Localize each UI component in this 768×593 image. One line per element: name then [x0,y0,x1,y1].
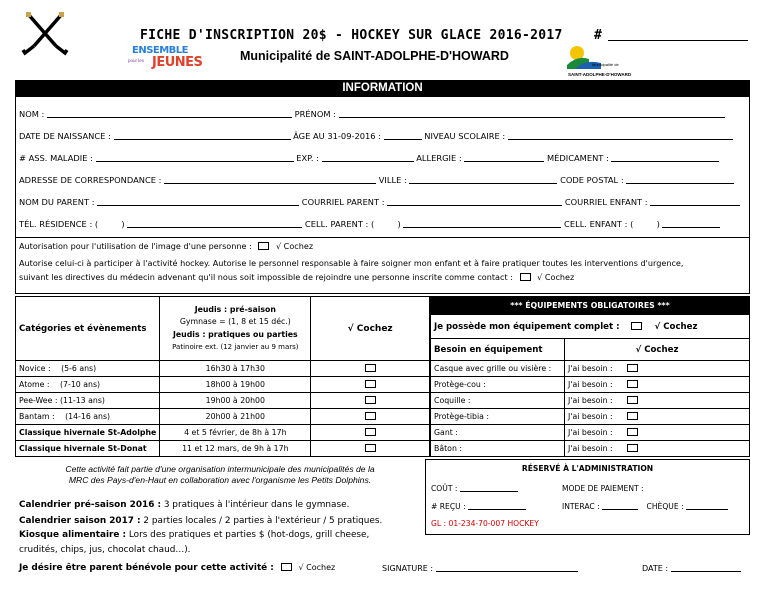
kiosque-label: Kiosque alimentaire : [19,530,127,540]
cell-parent-field[interactable] [403,227,561,228]
admin-box [425,459,750,535]
signature-row [382,564,578,573]
organization-note [20,464,420,486]
care-authorization-line2: suivant les directives du médecin advenant qu'il nous soit impossible de rejoindre une personne inscrite comme contact : [19,272,513,282]
admin-title: RÉSERVÉ À L'ADMINISTRATION [521,464,654,473]
date-label: DATE : [642,564,669,573]
equipment-table [430,296,750,457]
calendar-pre-text: 3 pratiques à l'intérieur dans le gymnase. [161,500,350,510]
gl-code: GL : 01-234-70-007 HOCKEY [431,519,539,528]
courriel-parent-label: COURRIEL PARENT : [301,197,385,207]
code-postal-label: CODE POSTAL : [560,175,624,185]
benevole-line [19,563,335,573]
category-name: Pee-Wee : (11-13 ans) [19,396,105,405]
need-header: Besoin en équipement [431,339,565,361]
prenom-label: PRÉNOM : [294,109,336,119]
equipment-need-checkbox[interactable] [627,428,638,436]
time-cell: 4 et 5 février, de 8h à 17h [160,425,311,441]
ensemble-logo-text: ENSEMBLE [132,45,189,56]
kiosque-line [19,530,369,540]
equipment-need-checkbox[interactable] [627,412,638,420]
category-checkbox-cell [311,441,430,457]
time-cell: 11 et 12 mars, de 9h à 17h [160,441,311,457]
date-field[interactable] [671,571,741,572]
image-authorization-checkbox[interactable] [258,242,269,250]
ville-label: VILLE : [378,175,407,185]
equipment-need-cell [565,393,750,409]
category-checkbox[interactable] [365,444,376,452]
table-row [16,393,430,409]
table-row [431,393,750,409]
municipality-logo-small-text: Municipalité de [592,62,619,67]
cochez-header: √ Cochez [311,297,430,361]
benevole-cochez: √ Cochez [298,563,336,572]
calendar-saison-text: 2 parties locales / 2 parties à l'extérieur / 5 pratiques. [140,516,383,526]
equipment-need-checkbox[interactable] [627,396,638,404]
care-authorization-line2-row [19,272,574,282]
row-parent [19,197,740,207]
cout-field[interactable] [460,491,518,492]
categories-table [15,296,430,457]
divider [15,237,750,238]
equipment-need-label: J'ai besoin : [568,364,613,373]
equipment-item: Gant : [431,425,565,441]
equipment-header: *** ÉQUIPEMENTS OBLIGATOIRES *** [431,297,750,315]
signature-field[interactable] [436,571,578,572]
time-cell: 16h30 à 17h30 [160,361,311,377]
category-name: Novice : [19,364,51,373]
allergie-field[interactable] [464,161,544,162]
cell-parent-close: ) [397,219,401,229]
adresse-field[interactable] [164,183,376,184]
tel-res-label: TÉL. RÉSIDENCE : ( [19,219,99,229]
form-title: FICHE D'INSCRIPTION 20$ - HOCKEY SUR GLACE 2016-2017 [140,28,563,43]
ass-field[interactable] [96,161,294,162]
category-checkbox[interactable] [365,428,376,436]
category-checkbox-cell [311,377,430,393]
cell-parent-label: CELL. PARENT : ( [304,219,375,229]
exp-label: EXP. : [296,153,319,163]
date-row [642,564,741,573]
category-age: (5-6 ans) [61,364,97,373]
equipment-item: Protège-tibia : [431,409,565,425]
note-line2: MRC des Pays-d'en-Haut en collaboration avec l'organisme les Petits Dolphins. [68,475,372,485]
kiosque-line2: crudités, chips, jus, chocolat chaud…). [19,545,191,555]
cell-enfant-field[interactable] [662,227,720,228]
equipment-item: Coquille : [431,393,565,409]
courriel-enfant-field[interactable] [650,205,740,206]
equipment-need-cell [565,425,750,441]
equipment-own-label: Je possède mon équipement complet : [434,321,620,332]
parent-field[interactable] [97,205,299,206]
mode-paiement-label: MODE DE PAIEMENT : [562,484,644,493]
category-checkbox-cell [311,393,430,409]
equipment-own-cell [431,315,750,339]
calendar-saison-label: Calendrier saison 2017 : [19,516,141,526]
time-cell: 20h00 à 21h00 [160,409,311,425]
category-checkbox-cell [311,425,430,441]
recu-row [431,502,526,511]
table-row [431,409,750,425]
cell-enfant-label: CELL. ENFANT : ( [564,219,634,229]
ville-field[interactable] [409,183,557,184]
cout-row [431,484,518,493]
image-authorization [19,241,313,251]
table-row [16,361,430,377]
calendar-pre-label: Calendrier pré-saison 2016 : [19,500,162,510]
table-row [16,425,430,441]
hockey-sticks-logo [20,12,70,56]
category-checkbox[interactable] [365,380,376,388]
niveau-field[interactable] [508,139,733,140]
category-cell: Classique hivernale St-Donat [16,441,160,457]
interac-row [562,502,728,511]
equipment-item: Protège-cou : [431,377,565,393]
time-cell: 18h00 à 19h00 [160,377,311,393]
category-checkbox[interactable] [365,364,376,372]
age-field[interactable] [384,139,422,140]
interac-label: INTERAC : [562,502,600,511]
equipment-need-header-row [431,339,750,361]
form-number-label: # [594,28,602,43]
equipment-need-label: J'ai besoin : [568,396,613,405]
signature-label: SIGNATURE : [382,564,434,573]
cheque-field[interactable] [686,509,728,510]
dob-field[interactable] [114,139,291,140]
table-row [431,425,750,441]
jeudis-pre-label: Jeudis : pré-saison [194,304,276,314]
allergie-label: ALLERGIE : [416,153,462,163]
equipment-own-cochez: √ Cochez [654,321,698,332]
age-label: ÂGE AU 31-09-2016 : [293,131,382,141]
nom-label: NOM : [19,109,45,119]
row-health [19,153,719,163]
care-authorization-cochez: √ Cochez [537,272,575,282]
municipality-logo-text: SAINT-ADOLPHE-D'HOWARD [568,72,632,77]
recu-field[interactable] [468,509,526,510]
courriel-enfant-label: COURRIEL ENFANT : [564,197,648,207]
equipment-own-row [431,315,750,339]
category-checkbox-cell [311,409,430,425]
care-authorization-line1: Autorise celui-ci à participer à l'activité hockey. Autorise le personnel responsable à faire soigner mon enfant et à faire pratiquer toutes les interventions d'urgence, [19,258,684,268]
equipment-need-checkbox[interactable] [627,444,638,452]
calendar-saison-line [19,516,382,526]
equipment-need-checkbox[interactable] [627,380,638,388]
prenom-field[interactable] [339,117,725,118]
nom-field[interactable] [47,117,292,118]
exp-field[interactable] [322,161,414,162]
information-header: INFORMATION [15,80,750,96]
category-cell [16,409,160,425]
jeudis-prat-label: Jeudis : pratiques ou parties [172,329,298,339]
medicament-field[interactable] [611,161,719,162]
jeunes-logo-text: JEUNES [152,55,203,70]
medicament-label: MÉDICAMENT : [546,153,609,163]
category-cell [16,393,160,409]
recu-label: # REÇU : [431,502,466,511]
municipality-logo [565,43,605,73]
categories-header-row [16,297,430,361]
interac-field[interactable] [602,509,638,510]
parent-label: NOM DU PARENT : [19,197,95,207]
row-name [19,109,725,119]
equipment-need-label: J'ai besoin : [568,380,613,389]
tel-res-close: ) [121,219,125,229]
calendar-pre-line [19,500,349,510]
pour-logo-text: pour les [128,58,145,63]
table-row [431,441,750,457]
table-row [431,361,750,377]
equipment-need-label: J'ai besoin : [568,444,613,453]
niveau-label: NIVEAU SCOLAIRE : [424,131,506,141]
equipment-own-checkbox[interactable] [631,322,642,330]
equipment-need-cell [565,409,750,425]
category-cell [16,377,160,393]
care-authorization-checkbox[interactable] [520,273,531,281]
time-cell: 19h00 à 20h00 [160,393,311,409]
image-authorization-text: Autorisation pour l'utilisation de l'image d'une personne : [19,241,252,251]
equipment-need-cell [565,361,750,377]
category-name: Atome : [19,380,50,389]
form-number-field[interactable] [608,40,748,41]
equipment-need-checkbox[interactable] [627,364,638,372]
equipment-header-row [431,297,750,315]
row-dob [19,131,733,141]
image-authorization-cochez: √ Cochez [275,241,314,251]
adresse-label: ADRESSE DE CORRESPONDANCE : [19,175,162,185]
category-checkbox[interactable] [365,396,376,404]
note-line1: Cette activité fait partie d'une organisation intermunicipale des municipalités de la [65,464,375,474]
table-row [16,377,430,393]
kiosque-text: Lors des pratiques et parties $ (hot-dogs, grill cheese, [126,530,370,540]
table-row [431,377,750,393]
equipment-item: Bâton : [431,441,565,457]
row-phones [19,219,720,229]
gymnase-label: Gymnase = (1, 8 et 15 déc.) [179,317,291,326]
ass-label: # ASS. MALADIE : [19,153,93,163]
categories-header: Catégories et évènements [16,297,160,361]
patinoire-label: Patinoire ext. (12 janvier au 9 mars) [172,343,299,351]
municipality-subtitle: Municipalité de SAINT-ADOLPHE-D'HOWARD [240,49,509,63]
equipment-need-cell [565,441,750,457]
equipment-need-label: J'ai besoin : [568,412,613,421]
equipment-need-label: J'ai besoin : [568,428,613,437]
ensemble-jeunes-logo [128,45,212,73]
category-cell: Classique hivernale St-Adolphe [16,425,160,441]
category-age: (14-16 ans) [65,412,111,421]
table-row [16,441,430,457]
benevole-label: Je désire être parent bénévole pour cette activité : [19,563,274,573]
benevole-checkbox[interactable] [281,563,292,571]
equipment-item: Casque avec grille ou visière : [431,361,565,377]
equipment-need-cell [565,377,750,393]
schedule-header [160,297,311,361]
category-checkbox[interactable] [365,412,376,420]
tel-res-field[interactable] [127,227,302,228]
code-postal-field[interactable] [626,183,734,184]
category-cell [16,361,160,377]
cout-label: COÛT : [431,484,458,493]
cell-enfant-close: ) [656,219,660,229]
table-row [16,409,430,425]
cheque-label: CHÈQUE : [646,502,684,511]
dob-label: DATE DE NAISSANCE : [19,131,111,141]
need-cochez-header: √ Cochez [565,339,750,361]
row-address [19,175,734,185]
category-checkbox-cell [311,361,430,377]
category-age: (7-10 ans) [60,380,101,389]
category-name: Bantam : [19,412,55,421]
courriel-parent-field[interactable] [387,205,562,206]
